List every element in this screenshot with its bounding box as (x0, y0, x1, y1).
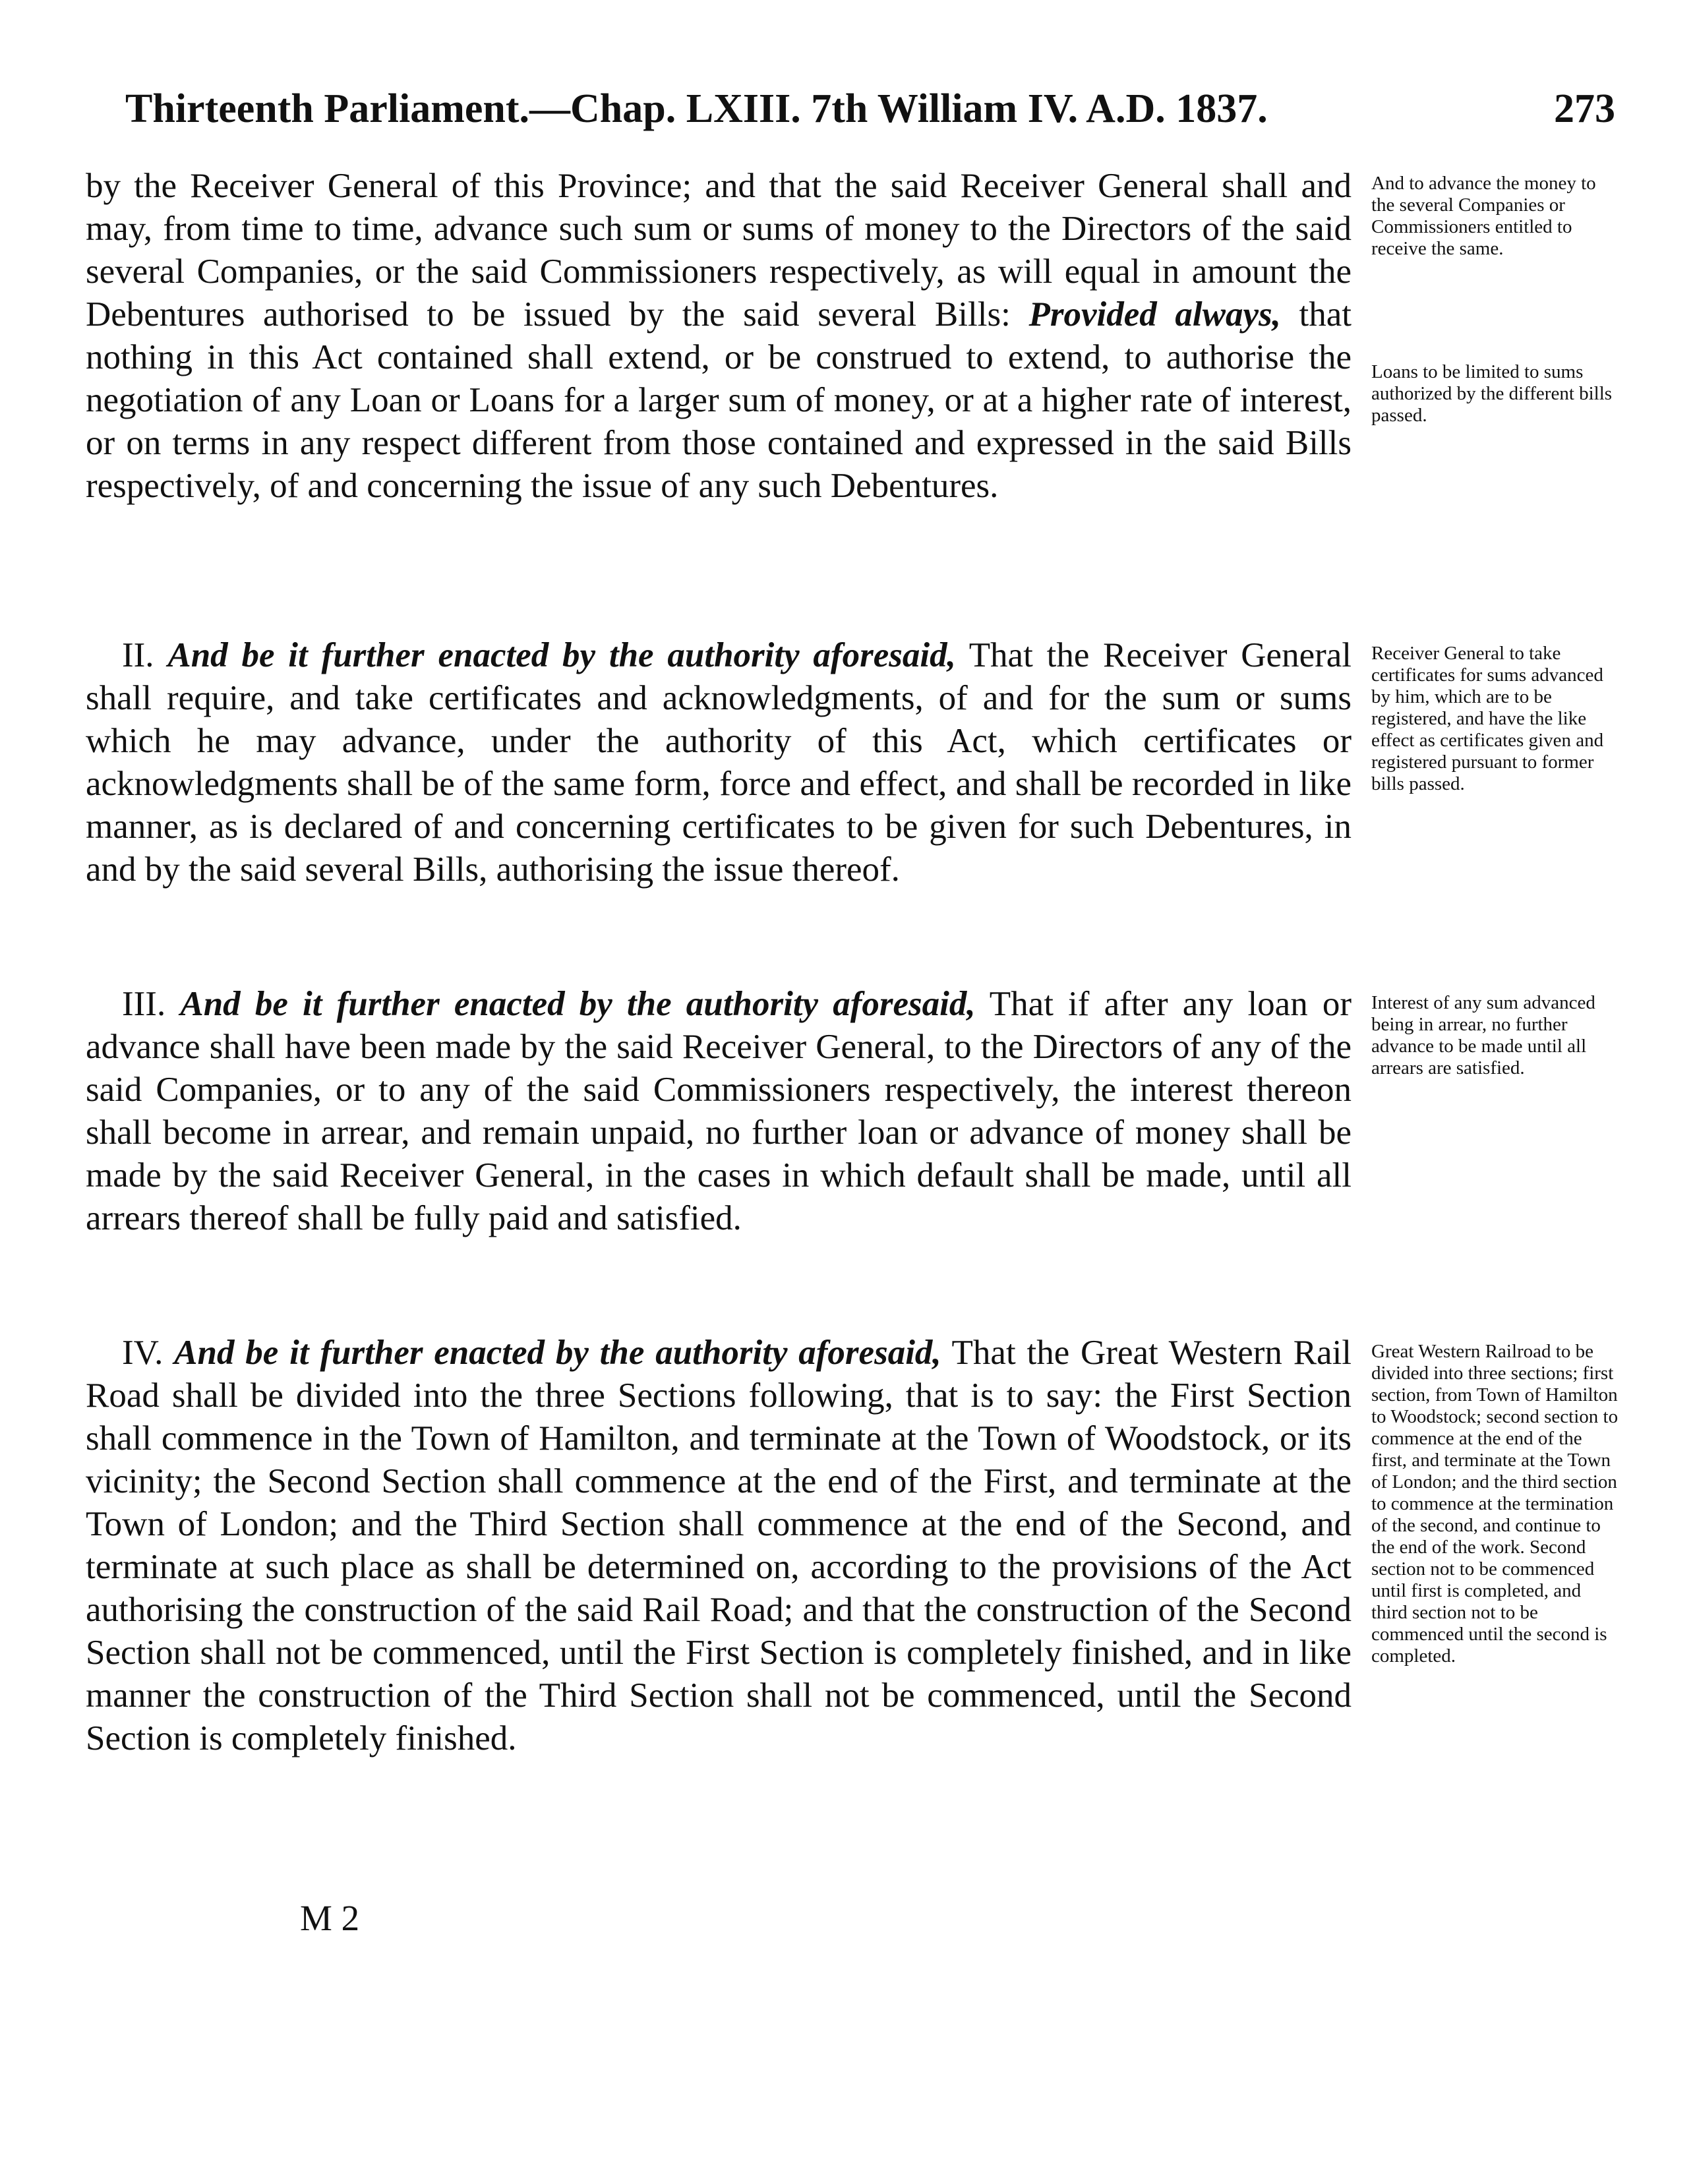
section-3-text: That if after any loan or advance shall have been made by the said Receiver General, to the Directors of any of the said Companies, or to any of the said Commissioners respectively, the interest thereon shall become in arrear, and remain unpaid, no further loan or advance of money shall be made by the said Receiver General, in the cases in which default shall be made, until all arrears thereof shall be fully paid and satisfied. (86, 985, 1352, 1237)
section-3-number: III. (122, 985, 166, 1023)
section-2-number: II. (122, 636, 154, 674)
running-header (125, 79, 1615, 138)
marginal-note-railroad-sections: Great Western Railroad to be divided into three sections; first section, from Town of Hamilton to Woodstock; second section to commence at the end of the first, and terminate at the Town of London; and the third section to commence at the termination of the second, and continue to the end of the work. Second section not to be commenced until first is completed, and third section not to be commenced until the second is completed. (1371, 1341, 1619, 1667)
section-2-paragraph (86, 634, 1352, 891)
section-4-text: That the Great Western Rail Road shall be divided into the three Sections following, that is to say: the First Section shall commence in the Town of Hamilton, and terminate at the Town of Woodstock, or its vicinity; the Second Section shall commence at the end of the First, and terminate at the Town of London; and the Third Section shall commence at the end of the Second, and terminate at such place as shall be determined on, according to the provisions of the Act authorising the construction of the said Rail Road; and that the construction of the Second Section shall not be commenced, until the First Section is completely finished, and in like manner the construction of the Third Section shall not be commenced, until the Second Section is completely finished. (86, 1334, 1352, 1757)
marginal-note-loans-limited: Loans to be limited to sums authorized by the different bills passed. (1371, 361, 1613, 426)
section-2-text: That the Receiver General shall require, and take certificates and acknowledgments, of and for the sum or sums which he may advance, under the authority of this Act, which certificates or acknowledgments shall be of the same form, force and effect, and shall be recorded in like manner, as is declared of and concerning certificates to be given for such Debentures, in and by the said several Bills, authorising the issue thereof. (86, 636, 1352, 889)
section-4-enacting-clause: And be it further enacted by the authority aforesaid, (174, 1334, 941, 1372)
section-3-enacting-clause: And be it further enacted by the authority aforesaid, (180, 985, 976, 1023)
section-2-enacting-clause: And be it further enacted by the authority aforesaid, (167, 636, 956, 674)
section-4-number: IV. (122, 1334, 164, 1372)
section-continuation-paragraph (86, 165, 1352, 508)
signature-mark: M 2 (300, 1898, 360, 1938)
running-title: Thirteenth Parliament.—Chap. LXIII. 7th William IV. A.D. 1837. (125, 86, 1268, 131)
page-number: 273 (1554, 86, 1615, 131)
section-4-paragraph (86, 1332, 1352, 1760)
section-continuation-text-before: by the Receiver General of this Province; and that the said Receiver General shall and may, from time to time, advance such sum or sums of money to the Directors of the said several Companies, or the said Commissioners respectively, as will equal in amount the Debentures authorised to be issued by the said several Bills: (86, 167, 1352, 334)
marginal-note-advance-money: And to advance the money to the several Companies or Commissioners entitled to receive the same. (1371, 173, 1596, 259)
marginal-note-interest-arrear: Interest of any sum advanced being in arrear, no further advance to be made until all arrears are satisfied. (1371, 992, 1595, 1078)
proviso-phrase: Provided always, (1028, 295, 1281, 334)
marginal-note-certificates: Receiver General to take certificates for sums advanced by him, which are to be registered, and have the like effect as certificates given and registered pursuant to former bills passed. (1371, 643, 1604, 794)
section-continuation-text-after: that nothing in this Act contained shall extend, or be construed to extend, to authorise the negotiation of any Loan or Loans for a larger sum of money, or at a higher rate of interest, or on terms in any respect different from those contained and expressed in the said Bills respectively, of and concerning the issue of any such Debentures. (86, 295, 1352, 505)
section-3-paragraph (86, 983, 1352, 1240)
